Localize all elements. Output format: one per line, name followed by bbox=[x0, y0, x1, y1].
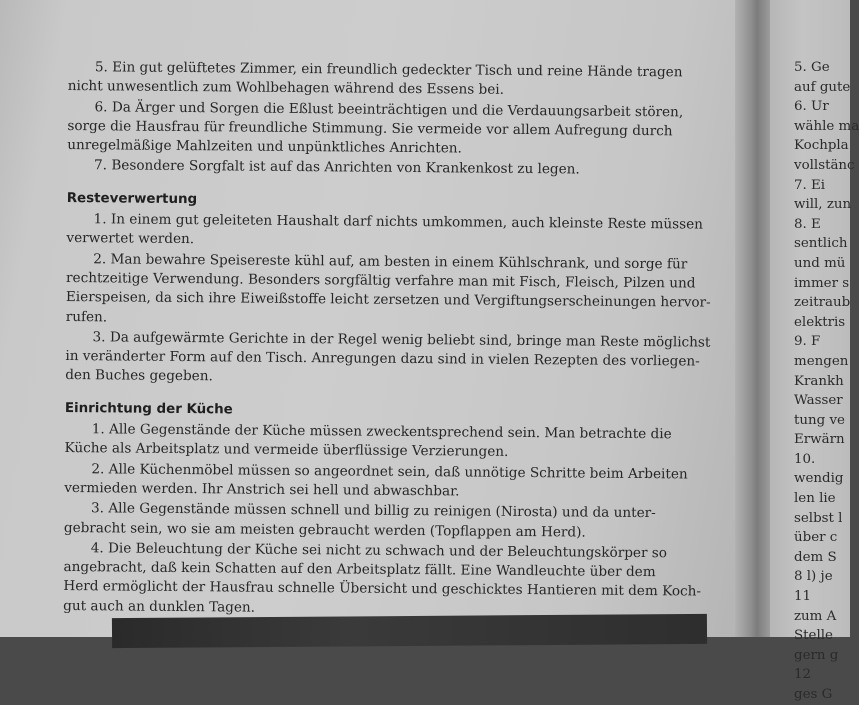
right-page-text bbox=[794, 58, 859, 705]
page-text-column bbox=[63, 58, 733, 622]
right-page-fragment: 11 bbox=[794, 589, 812, 605]
text-line: 1. Alle Gegenstände der Küche müssen zweckentsprechend sein. Man betrachte die bbox=[91, 421, 672, 443]
right-page-fragment: selbst l bbox=[794, 510, 843, 526]
right-page-fragment: Kochpla bbox=[794, 138, 849, 154]
right-page-fragment: auf gute bbox=[794, 79, 851, 95]
right-page-fragment: 5. Ge bbox=[794, 60, 830, 75]
paragraph-rest-3 bbox=[65, 328, 730, 392]
right-page-fragment: 12 bbox=[794, 667, 812, 683]
text-line: rechtzeitige Verwendung. Besonders sorgfältig verfahre man mit Fisch, Fleisch, Pilzen und bbox=[66, 269, 696, 292]
text-line: gut auch an dunklen Tagen. bbox=[63, 597, 256, 616]
text-line: 7. Besondere Sorgfalt ist auf das Anrichten von Krankenkost zu legen. bbox=[93, 157, 580, 178]
text-line: Eierspeisen, da sich ihre Eiweißstoffe leicht zersetzen und Vergiftungserscheinungen hervor- bbox=[65, 289, 711, 311]
text-line: 1. In einem gut geleiteten Haushalt darf nichts umkommen, auch kleinste Reste müssen bbox=[93, 211, 704, 233]
book-gutter bbox=[735, 0, 775, 637]
right-page-fragment: 10. bbox=[794, 451, 816, 467]
right-page-fragment: dem S bbox=[794, 549, 837, 565]
text-line: vermieden werden. Ihr Anstrich sei hell und abwaschbar. bbox=[64, 479, 460, 500]
right-page-fragment: vollstänc bbox=[794, 157, 855, 173]
right-page-fragment: und mü bbox=[794, 255, 846, 271]
right-page-fragment: Stelle bbox=[794, 628, 833, 644]
paragraph-kueche-4 bbox=[63, 539, 729, 622]
right-page-fragment: über c bbox=[794, 530, 838, 546]
right-page-fragment: wendig bbox=[794, 471, 844, 487]
right-page-fragment: mengen bbox=[794, 353, 849, 369]
text-line: gebracht sein, wo sie am meisten gebraucht werden (Topflappen am Herd). bbox=[63, 519, 586, 541]
text-line: 3. Alle Gegenstände müssen schnell und billig zu reinigen (Nirosta) und da unter- bbox=[91, 500, 656, 522]
right-page-fragment: ges G bbox=[794, 687, 833, 702]
text-line: 4. Die Beleuchtung der Küche sei nicht zu schwach und der Beleuchtungskörper so bbox=[90, 540, 668, 562]
right-page-fragment: will, zun bbox=[794, 197, 852, 213]
right-page-fragment: gern g bbox=[794, 647, 839, 663]
text-line: rufen. bbox=[65, 308, 108, 325]
paragraph-item-6 bbox=[67, 98, 732, 162]
paragraph-kueche-1 bbox=[65, 420, 730, 464]
text-line: 5. Ein gut gelüftetes Zimmer, ein freundlich gedeckter Tisch und reine Hände tragen bbox=[94, 59, 683, 81]
right-book-page bbox=[770, 0, 859, 702]
right-page-fragment: zeitraub bbox=[794, 295, 851, 311]
right-page-fragment: tung ve bbox=[794, 412, 845, 428]
right-page-fragment: zum A bbox=[794, 608, 837, 624]
text-line: verwertet werden. bbox=[66, 230, 195, 248]
right-page-fragment: 9. F bbox=[794, 334, 821, 350]
paragraph-rest-2 bbox=[66, 250, 732, 333]
right-page-fragment: wähle ma bbox=[794, 118, 859, 134]
text-line: 3. Da aufgewärmte Gerichte in der Regel wenig beliebt sind, bringe man Reste möglichst bbox=[92, 329, 711, 351]
paragraph-rest-1 bbox=[66, 210, 731, 254]
text-line: 2. Man bewahre Speisereste kühl auf, am besten in einem Kühlschrank, und sorge für bbox=[93, 250, 688, 273]
section-heading-einrichtung: Einrichtung der Küche bbox=[64, 400, 233, 418]
right-page-fragment: immer s bbox=[794, 275, 850, 291]
right-page-fragment: sentlich bbox=[794, 236, 848, 252]
right-page-fragment: 8 l) je bbox=[794, 569, 833, 585]
paragraph-item-5 bbox=[68, 58, 733, 102]
text-line: in veränderter Form auf den Tisch. Anregungen dazu sind in vielen Rezepten des vorliegen- bbox=[65, 348, 700, 370]
text-line: unregelmäßige Mahlzeiten und unpünktliches Anrichten. bbox=[67, 137, 462, 157]
right-page-fragment: 7. Ei bbox=[794, 177, 826, 193]
text-line: 6. Da Ärger und Sorgen die Eßlust beeinträchtigen und die Verdauungsarbeit stören, bbox=[94, 98, 684, 120]
text-line: den Buches gegeben. bbox=[65, 367, 213, 385]
right-page-fragment: 6. Ur bbox=[794, 99, 829, 115]
right-page-fragment: Erwärn bbox=[794, 432, 845, 448]
right-page-fragment: len lie bbox=[794, 491, 836, 507]
page-photo-edge bbox=[112, 614, 707, 648]
text-line: Küche als Arbeitsplatz und vermeide überflüssige Verzierungen. bbox=[64, 440, 509, 461]
right-page-fragment: Krankh bbox=[794, 373, 844, 389]
text-line: angebracht, daß kein Schatten auf den Arbeitsplatz fällt. Eine Wandleuchte über dem bbox=[63, 559, 656, 581]
section-heading-resteverwertung: Resteverwertung bbox=[66, 190, 198, 207]
right-page-fragment: Wasser bbox=[794, 393, 843, 409]
text-line: Herd ermöglicht der Hausfrau schnelle Übersicht und geschicktes Hantieren mit dem Koch- bbox=[63, 578, 702, 600]
text-line: 2. Alle Küchenmöbel müssen so angeordnet sein, daß unnötige Schritte beim Arbeiten bbox=[91, 460, 688, 483]
paragraph-kueche-2 bbox=[64, 460, 729, 504]
right-page-fragment: 8. E bbox=[794, 216, 821, 232]
paragraph-kueche-3 bbox=[64, 499, 729, 543]
text-line: nicht unwesentlich zum Wohlbehagen während des Essens bei. bbox=[67, 78, 505, 99]
text-line: sorge die Hausfrau für freundliche Stimmung. Sie vermeide vor allem Aufregung durch bbox=[67, 117, 673, 140]
right-page-fragment: elektris bbox=[794, 314, 846, 330]
